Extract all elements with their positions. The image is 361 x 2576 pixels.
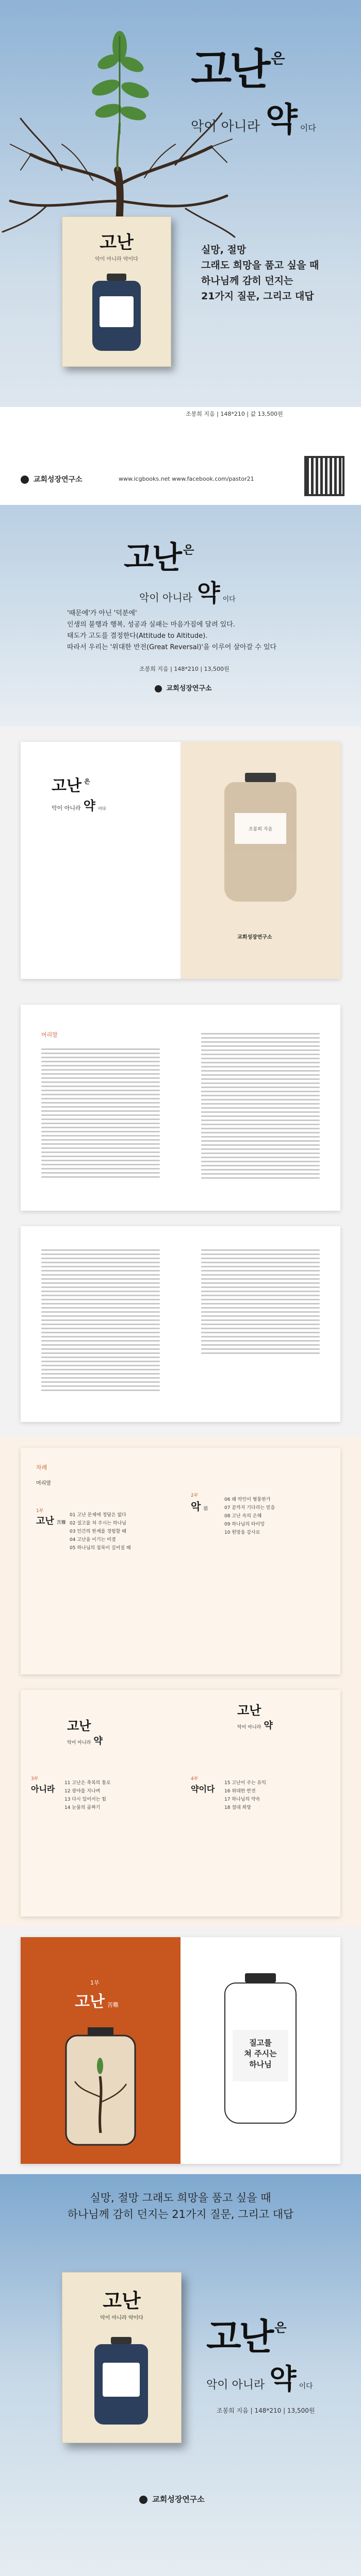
toc2-spread: [21, 1690, 340, 1917]
toc-part1-hanja: 苦難: [56, 1520, 66, 1526]
intro-title-main: 고난: [124, 540, 180, 576]
hero-title-main: 고난: [191, 45, 269, 94]
toc-spread: [21, 1448, 340, 1674]
toc2-mini-title-right: [237, 1700, 273, 1732]
footer-section: [0, 2174, 361, 2576]
spread1: [21, 742, 340, 979]
toc2-right-page: [180, 1690, 340, 1917]
toc-entry[interactable]: 04 고난을 이기는 비결: [70, 1537, 116, 1543]
toc-part1-num: 1부: [36, 1509, 44, 1514]
toc-part2-list: [224, 1494, 275, 1537]
spread2-heading: 머리말: [41, 1031, 58, 1038]
toc-part2-hanja: 惡: [203, 1506, 208, 1512]
footer-cover-title: 고난: [103, 2289, 141, 2312]
hero-tagline-line2: 그래도 희망을 품고 싶을 때: [201, 260, 319, 271]
footer-subtitle-end: 이다: [299, 2382, 313, 2391]
publisher-logo-icon: [21, 476, 29, 484]
footer-title-accent: 약: [269, 2362, 297, 2395]
toc-entry[interactable]: 11 고난은 축복의 통로: [64, 1781, 111, 1786]
spread1-title-accent: 약: [83, 798, 95, 813]
spread1-right-page: [180, 742, 340, 979]
toc-heading: 차례: [36, 1464, 47, 1471]
part-intro-jar-outline: [224, 1973, 297, 2123]
footer-title-particle: 은: [274, 2320, 287, 2335]
intro-section: [0, 505, 361, 726]
toc-part3-num: 3부: [31, 1776, 39, 1782]
toc-entry[interactable]: 10 원망을 감사로: [224, 1530, 260, 1535]
footer-tagline-2: 하나님께 감히 던지는 21가지 질문, 그리고 대답: [67, 2208, 294, 2221]
toc-entry[interactable]: 17 하나님의 약속: [224, 1797, 260, 1802]
intro-title-accent: 약: [197, 579, 220, 607]
spread1-title-particle: 은: [84, 778, 90, 785]
hero-author-line: 조봉희 지음 | 148*210 | 값 13,500원: [186, 411, 283, 417]
spread2-left-page: [21, 1005, 180, 1211]
spread3: [21, 1226, 340, 1422]
toc-entry[interactable]: 03 인간의 한계를 경험할 때: [70, 1529, 126, 1534]
spread1-title: [52, 773, 106, 814]
footer-publisher: [139, 2494, 205, 2504]
spread1-publisher: 교회성장연구소: [237, 935, 272, 940]
toc-part1-title: [36, 1514, 66, 1527]
toc2-mini-accent: 약: [93, 1736, 103, 1747]
toc-entry[interactable]: 05 하나님의 침묵이 길어질 때: [70, 1546, 131, 1551]
qr-code-icon: [304, 456, 344, 496]
toc-part1-title-text: 고난: [36, 1516, 54, 1527]
spread1-left-page: [21, 742, 180, 979]
toc-part3-title: 아니라: [31, 1784, 55, 1794]
spread2-right-text: [201, 1030, 320, 1181]
toc2-left-page: [21, 1690, 180, 1917]
book-cover-jar: [92, 274, 141, 351]
intro-subtitle-end: 이다: [222, 596, 236, 603]
toc2-section: [0, 1685, 361, 1927]
toc-entry[interactable]: 06 왜 악인이 형통한가: [224, 1497, 271, 1502]
part-intro-hanja: 苦難: [107, 2002, 119, 2008]
hero-subtitle: 악이 아니라: [191, 119, 260, 134]
spread3-right-text: [201, 1247, 320, 1357]
toc-part2-title-text: 악: [191, 1500, 201, 1513]
toc-entry[interactable]: 18 절대 희망: [224, 1805, 251, 1810]
spread3-left-page: [21, 1226, 180, 1422]
spread3-right-page: [180, 1226, 340, 1422]
toc-entry[interactable]: 09 하나님의 타이밍: [224, 1522, 265, 1527]
hero-links[interactable]: www.icgbooks.net www.facebook.com/pastor21: [119, 476, 254, 482]
book-cover-subtitle: 악이 아니라 약이다: [95, 257, 138, 262]
toc2-mini-subtitle-right: 악이 아니라: [237, 1725, 261, 1730]
intro-subtitle: 악이 아니라: [139, 591, 192, 604]
spread1-title-main: 고난: [52, 777, 81, 795]
toc-part4-list: [224, 1777, 266, 1812]
spread1-subtitle-end: 이다: [98, 806, 106, 811]
hero-tagline-line3: 하나님께 감히 던지는: [201, 275, 293, 286]
intro-para-2: 인생의 불행과 행복, 성공과 실패는 마음가짐에 달려 있다.: [67, 621, 236, 629]
toc2-mini-title: [67, 1716, 103, 1747]
spread2-left-text: [41, 1046, 160, 1180]
hero-publisher: 교회성장연구소: [33, 476, 83, 484]
part-intro-jar-text-3: 하나님: [249, 2060, 272, 2069]
hero-section: [0, 0, 361, 505]
intro-title: [124, 533, 258, 608]
intro-para-4: 따라서 우리는 '위대한 반전(Great Reversal)'을 이루어 살아갈 수 있다: [67, 643, 277, 651]
toc-entry[interactable]: 01 고난 문제에 정답은 없다: [70, 1513, 126, 1518]
spread1-jar-label: 조봉희 지음: [248, 827, 273, 832]
spread3-section: [0, 1221, 361, 1437]
part-intro-spread: [21, 1937, 340, 2164]
part-intro-num: 1부: [90, 1979, 100, 1986]
hero-tagline-line1: 실망, 절망: [201, 244, 247, 256]
intro-para-1: '때문에'가 아닌 '덕분에': [67, 609, 137, 617]
hero-title-particle: 은: [271, 50, 285, 67]
part-intro-title-text: 고난: [75, 1993, 105, 2011]
intro-publisher-icon: [155, 685, 162, 692]
toc-entry[interactable]: 12 광야를 지나며: [64, 1789, 101, 1794]
footer-publisher-icon: [139, 2496, 147, 2504]
intro-title-particle: 은: [183, 544, 194, 557]
book-cover-title: 고난: [100, 232, 134, 253]
spread2: [21, 1005, 340, 1211]
part-intro-jar-text-2: 쳐 주시는: [244, 2049, 277, 2058]
hero-info-strip: [0, 407, 361, 505]
toc-entry[interactable]: 13 다시 일어서는 힘: [64, 1797, 106, 1802]
toc-entry[interactable]: 08 고난 속의 은혜: [224, 1514, 262, 1519]
spread1-jar: [224, 773, 297, 902]
intro-publisher: [155, 683, 211, 692]
footer-title: [206, 2308, 351, 2397]
spread2-section: [0, 994, 361, 1221]
toc-right-page: [180, 1448, 340, 1674]
publisher-logo: [21, 474, 83, 484]
toc-part2-title: [191, 1498, 208, 1513]
footer-cover-subtitle: 악이 아니라 약이다: [100, 2315, 143, 2321]
toc-part3-list: [64, 1777, 111, 1812]
toc-entry[interactable]: 16 위대한 반전: [224, 1789, 256, 1794]
part-intro-section: [0, 1927, 361, 2174]
toc-entry[interactable]: 07 끝까지 기다리는 믿음: [224, 1505, 275, 1511]
part-intro-title: [75, 1989, 119, 2011]
footer-title-main: 고난: [206, 2315, 272, 2358]
hero-title-accent: 약: [265, 100, 298, 139]
hero-tagline-line4: 21가지 질문, 그리고 대답: [201, 291, 314, 302]
toc-part2-num: 2부: [191, 1493, 199, 1498]
part-intro-right-page: [180, 1937, 340, 2164]
spread3-left-text: [41, 1247, 160, 1394]
toc2-mini-title-main: 고난: [67, 1718, 91, 1733]
spread1-subtitle: 악이 아니라: [52, 805, 81, 811]
intro-para-3: 태도가 고도를 결정한다(Attitude to Altitude).: [67, 632, 208, 640]
hero-subtitle-end: 이다: [300, 123, 316, 133]
toc2-mini-accent-right: 약: [264, 1720, 273, 1731]
part-intro-left-page: [21, 1937, 180, 2164]
footer-subtitle: 악이 아니라: [206, 2379, 265, 2392]
toc-part4-num: 4부: [191, 1776, 199, 1782]
toc-entry[interactable]: 02 질고를 쳐 주시는 하나님: [70, 1521, 126, 1526]
toc-left-label: 머리말: [36, 1481, 51, 1486]
toc-section: [0, 1437, 361, 1685]
spread1-section: [0, 726, 361, 994]
footer-tagline-1: 실망, 절망 그래도 희망을 품고 싶을 때: [90, 2192, 271, 2204]
intro-text: [67, 608, 304, 653]
part-intro-jar-illustration: [62, 2025, 139, 2148]
intro-publisher-name: 교회성장연구소: [166, 685, 212, 692]
footer-tagline: [0, 2190, 361, 2223]
footer-book-cover: [62, 2272, 182, 2443]
footer-author-line: 조봉희 지음 | 148*210 | 13,500원: [217, 2407, 315, 2414]
toc-part1-list: [70, 1510, 131, 1552]
spread2-right-page: [180, 1005, 340, 1211]
hero-tagline: [201, 242, 351, 304]
toc2-mini-title-main-right: 고난: [237, 1703, 261, 1718]
part-intro-jar-text-1: 질고를: [249, 2038, 272, 2047]
toc-entry[interactable]: 15 고난이 주는 유익: [224, 1781, 266, 1786]
toc2-mini-subtitle: 악이 아니라: [67, 1740, 91, 1745]
toc-entry[interactable]: 14 눈물의 골짜기: [64, 1805, 101, 1810]
toc-left-page: [21, 1448, 180, 1674]
intro-author-line: 조봉희 지음 | 148*210 | 13,500원: [139, 666, 229, 672]
toc-part4-title: 약이다: [191, 1784, 215, 1794]
footer-publisher-name: 교회성장연구소: [152, 2495, 205, 2504]
book-cover: [62, 216, 171, 367]
